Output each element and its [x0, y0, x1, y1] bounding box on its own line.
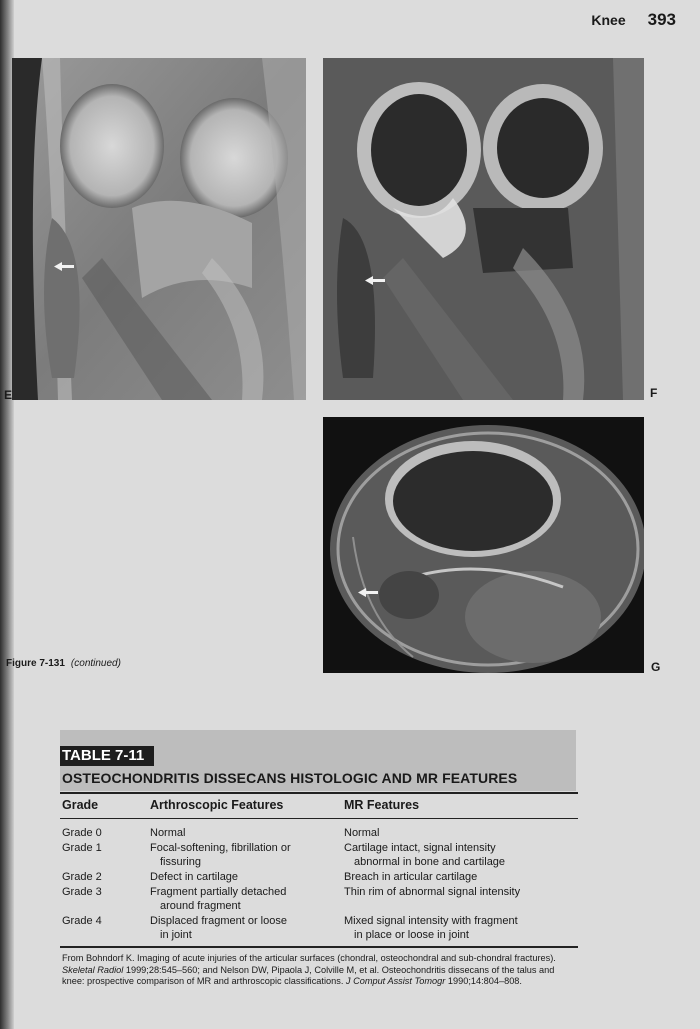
table-row-mr	[344, 886, 574, 900]
cell-line: Cartilage intact, signal intensity	[344, 842, 496, 854]
running-head	[591, 10, 676, 30]
cell-line: Thin rim of abnormal signal intensity	[344, 886, 521, 898]
table-row-grade: Grade 0	[62, 827, 102, 839]
table-row-mr	[344, 915, 574, 942]
figure-note: (continued)	[70, 658, 121, 669]
cell-line: Fragment partially detached	[150, 886, 287, 898]
column-header-mr: MR Features	[344, 798, 420, 812]
table-row-mr	[344, 842, 574, 869]
mri-panel-e-graphic	[12, 58, 306, 400]
source-journal: Skeletal Radiol	[62, 964, 124, 975]
panel-label-f: F	[650, 386, 658, 400]
cell-line: Defect in cartilage	[150, 871, 239, 883]
table-title: OSTEOCHONDRITIS DISSECANS HISTOLOGIC AND MR FEATURES	[62, 770, 518, 786]
mri-panel-g-graphic	[323, 417, 644, 673]
panel-label-g: G	[651, 660, 661, 674]
cell-line: around fragment	[160, 899, 241, 912]
table-label: TABLE 7-11	[60, 746, 154, 766]
table-row-arthroscopic	[150, 886, 330, 913]
column-header-grade: Grade	[62, 798, 99, 812]
table-row-arthroscopic	[150, 915, 330, 942]
table-row-arthroscopic	[150, 842, 330, 869]
mri-sagittal-fat-suppressed-knee-image	[323, 58, 644, 400]
table-header-rule	[60, 818, 578, 819]
cell-line: abnormal in bone and cartilage	[354, 855, 506, 868]
cell-line: in place or loose in joint	[354, 928, 469, 941]
column-header-arthroscopic: Arthroscopic Features	[150, 798, 284, 812]
running-head-section: Knee	[591, 12, 626, 28]
mri-sagittal-knee-image	[12, 58, 306, 400]
source-text: From Bohndorf K. Imaging of acute injuries of the articular surfaces (chondral, osteochondral and sub-chondral fractures).	[62, 953, 556, 963]
cell-line: Focal-softening, fibrillation or	[150, 842, 291, 854]
table-source-note	[62, 953, 578, 988]
cell-line: Displaced fragment or loose	[150, 915, 287, 927]
arrow-icon	[54, 262, 74, 271]
table-row-grade: Grade 2	[62, 871, 102, 883]
figure-caption	[6, 658, 121, 669]
cell-line: Normal	[344, 827, 380, 839]
source-text: 1999;28:545–560; and Nelson DW, Pipaola J, Colville M, et al. Osteochondritis dissecans of the talus and knee: prospective comparison of MR and arthroscopic classifications.	[62, 964, 555, 986]
table-row-grade: Grade 4	[62, 915, 102, 927]
panel-label-e: E	[4, 388, 13, 402]
cell-line: fissuring	[160, 855, 201, 868]
mri-axial-knee-image	[323, 417, 644, 673]
cell-line: Breach in articular cartilage	[344, 871, 478, 883]
cell-line: Normal	[150, 827, 186, 839]
table-row-arthroscopic	[150, 827, 330, 841]
table-row-mr	[344, 827, 574, 841]
table-top-rule	[60, 792, 578, 794]
table-bottom-rule	[60, 946, 578, 948]
arrow-icon	[358, 588, 378, 597]
source-journal: J Comput Assist Tomogr	[345, 976, 446, 986]
page-number: 393	[647, 10, 676, 29]
table-row-grade: Grade 1	[62, 842, 102, 854]
mri-panel-f-graphic	[323, 58, 644, 400]
table-row-mr	[344, 871, 574, 885]
cell-line: Mixed signal intensity with fragment	[344, 915, 518, 927]
table-row-grade: Grade 3	[62, 886, 102, 898]
figure-number: Figure 7-131	[6, 658, 65, 669]
table-row-arthroscopic	[150, 871, 330, 885]
source-text: 1990;14:804–808.	[445, 976, 522, 986]
cell-line: in joint	[160, 928, 192, 941]
arrow-icon	[365, 276, 385, 285]
